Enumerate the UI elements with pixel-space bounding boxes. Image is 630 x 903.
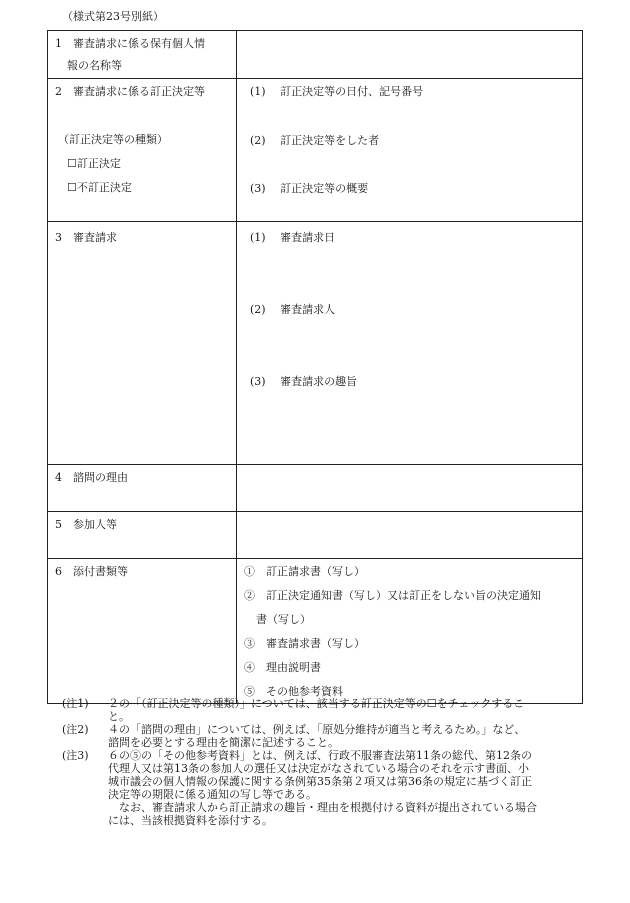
row3-item1: (1) 審査請求日 [250, 231, 336, 244]
decision-kind-header: （訂正決定等の種類） [58, 133, 168, 146]
row2-item1: (1) 訂正決定等の日付、記号番号 [250, 85, 424, 98]
note-3-tag: (注3) [62, 749, 89, 762]
row-attachments [48, 559, 583, 704]
row2-item3: (3) 訂正決定等の概要 [250, 182, 369, 195]
note-1-line: と。 [108, 710, 130, 723]
note-1 [62, 697, 582, 723]
note-3-line: 決定等の期限に係る通知の写し等である。 [108, 788, 317, 801]
row-inquiry-reason [48, 465, 583, 512]
row4-label: 4 諮問の理由 [55, 471, 128, 484]
attachment-2-line2: 書（写し） [256, 613, 311, 626]
row1-label-line2: 報の名称等 [67, 59, 122, 72]
attachment-5: ⑤ その他参考資料 [244, 685, 343, 698]
row-correction-decision [48, 79, 583, 222]
row2-label: 2 審査請求に係る訂正決定等 [55, 85, 205, 98]
note-2-tag: (注2) [62, 723, 89, 736]
row1-value-cell[interactable] [237, 31, 583, 79]
note-1-tag: (注1) [62, 697, 89, 710]
attachment-4: ④ 理由説明書 [244, 661, 321, 674]
note-3-line: なお、審査請求人から訂正請求の趣旨・理由を根拠付ける資料が提出されている場合 [108, 801, 537, 814]
row6-label: 6 添付書類等 [55, 565, 128, 578]
row3-item2: (2) 審査請求人 [250, 303, 336, 316]
row3-item3: (3) 審査請求の趣旨 [250, 375, 358, 388]
row-info-name [48, 31, 583, 79]
row-review-request [48, 222, 583, 465]
attachment-1: ① 訂正請求書（写し） [244, 565, 365, 578]
row5-label: 5 参加人等 [55, 518, 117, 531]
note-2-line: 諮問を必要とする理由を簡潔に記述すること。 [108, 736, 339, 749]
note-3-line: には、当該根拠資料を添付する。 [108, 814, 273, 827]
review-request-form-table [47, 30, 583, 704]
checkbox-non-correction-decision[interactable]: ☐不訂正決定 [67, 181, 132, 194]
notes-section [62, 697, 582, 827]
note-3-line: 城市議会の個人情報の保護に関する条例第35条第２項又は第36条の規定に基づく訂正 [108, 775, 532, 788]
attachment-2-line1: ② 訂正決定通知書（写し）又は訂正をしない旨の決定通知 [244, 589, 541, 602]
note-2 [62, 723, 582, 749]
note-3-line: 代理人又は第13条の参加人の選任又は決定がなされている場合のそれを示す書面、小 [108, 762, 529, 775]
row4-value-cell[interactable] [237, 465, 583, 512]
row5-value-cell[interactable] [237, 512, 583, 559]
note-3-line: ６の⑤の「その他参考資料」とは、例えば、行政不服審査法第11条の総代、第12条の [108, 749, 532, 762]
checkbox-correction-decision[interactable]: ☐訂正決定 [67, 157, 121, 170]
form-label: （様式第23号別紙） [62, 10, 164, 23]
row2-item2: (2) 訂正決定等をした者 [250, 134, 380, 147]
attachment-3: ③ 審査請求書（写し） [244, 637, 365, 650]
note-2-line: ４の「諮問の理由」については、例えば、「原処分維持が適当と考えるため。」など、 [108, 723, 526, 736]
row-participants [48, 512, 583, 559]
note-3 [62, 749, 582, 827]
row3-label: 3 審査請求 [55, 231, 117, 244]
row1-label-line1: 1 審査請求に係る保有個人情 [55, 37, 205, 50]
note-1-line: ２の「（訂正決定等の種類）」については、該当する訂正決定等の☐をチェックするこ [108, 697, 525, 710]
